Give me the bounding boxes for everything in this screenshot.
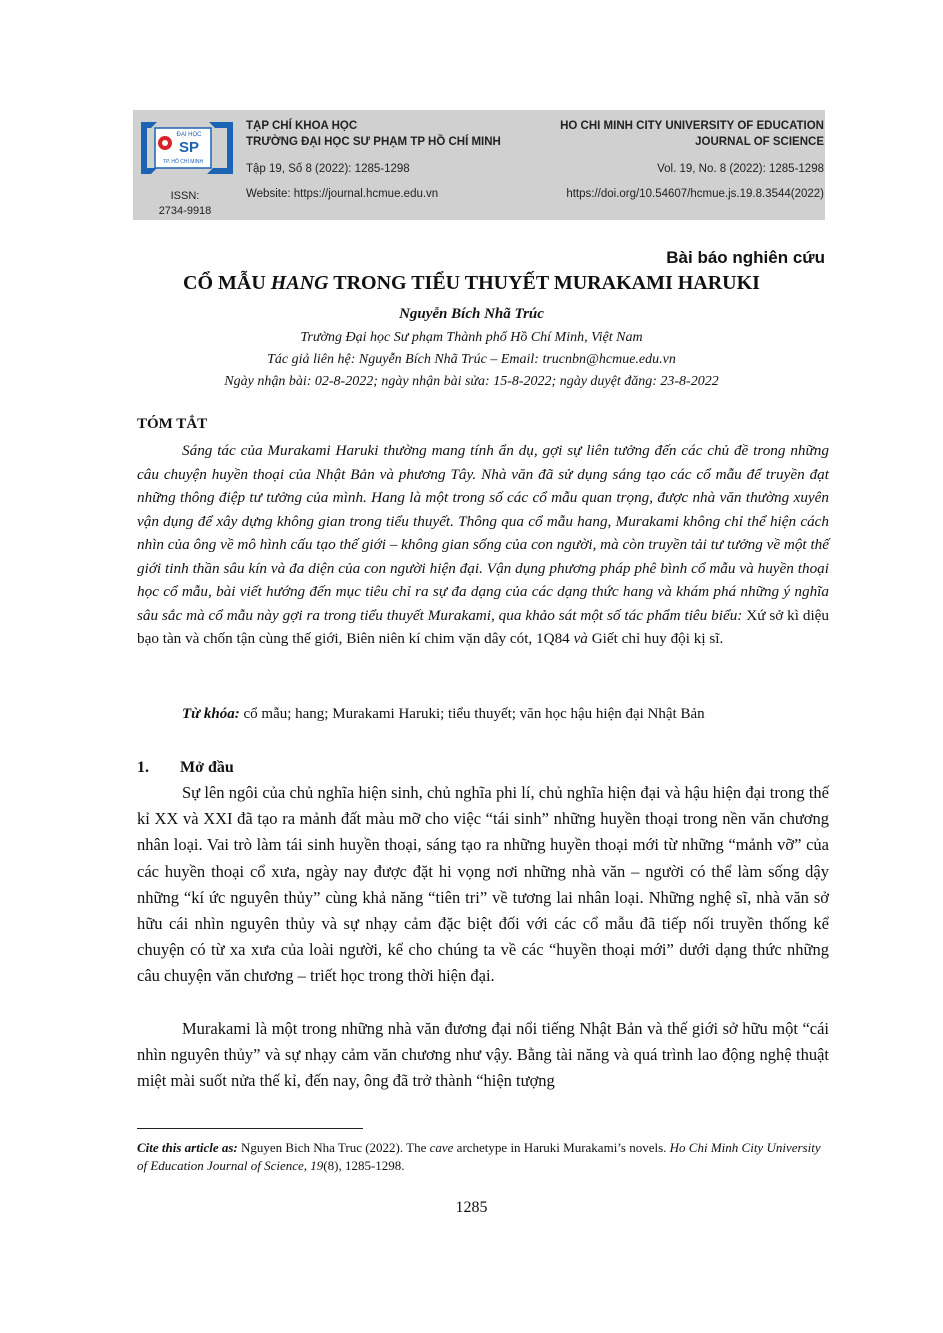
abstract-body xyxy=(137,439,829,651)
article-title xyxy=(0,272,943,295)
website-link[interactable]: Website: https://journal.hcmue.edu.vn xyxy=(246,188,439,200)
article-type: Bài báo nghiên cứu xyxy=(666,248,825,267)
body-paragraph-2: Murakami là một trong những nhà văn đương đại nổi tiếng Nhật Bản và thế giới sở hữu một “cái nhìn nguyên thủy” và sự nhạy cảm văn chương như vậy. Bằng tài năng và quá trình lao động nghệ thuật miệt mài suốt nửa thế kỉ, đến nay, ông đã trở thành “hiện tượng xyxy=(137,1019,829,1091)
abstract-and: và xyxy=(569,630,588,647)
citation-footnote xyxy=(137,1139,829,1175)
abstract-text: Sáng tác của Murakami Haruki thường mang tính ẩn dụ, gợi sự liên tưởng đến các chủ đề trong những câu chuyện huyền thoại của Nhật Bản và phương Tây. Nhà văn đã sử dụng sáng tạo các cổ mẫu để truyền đạt những thông điệp tư tưởng của mình. Hang là một trong số các cổ mẫu quan trọng, được nhà văn thường xuyên vận dụng để xây dựng không gian trong tiểu thuyết. Thông qua cổ mẫu hang, Murakami không chỉ thể hiện cách nhìn của ông về mô hình cấu tạo thế giới – không gian sống của con người, mà còn truyền tải tư tưởng về một thế giới tinh thần sâu kín và đa diện của con người hiện đại. Vận dụng phương pháp phê bình cổ mẫu và huyền thoại học cổ mẫu, bài viết hướng đến mục tiêu chỉ ra sự đa dạng của các dạng thức hang và khám phá những ý nghĩa sâu sắc mà cổ mẫu này gợi ra trong tiểu thuyết Murakami, qua khảo sát một số tác phẩm tiêu biểu: xyxy=(137,442,829,624)
keywords-label: Từ khóa: xyxy=(182,706,240,722)
doi-link[interactable]: https://doi.org/10.54607/hcmue.js.19.8.3544(2022) xyxy=(566,188,824,200)
logo-bottom-text: TP. HỒ CHÍ MINH xyxy=(162,159,204,165)
journal-name-en-line2: JOURNAL OF SCIENCE xyxy=(695,136,824,148)
page-number: 1285 xyxy=(455,1199,488,1216)
issn-label: ISSN: xyxy=(170,190,200,202)
citation-text-2: archetype in Haruki Murakami’s novels. xyxy=(453,1140,670,1155)
volume-en: Vol. 19, No. 8 (2022): 1285-1298 xyxy=(657,163,824,175)
section-title: Mở đầu xyxy=(180,759,234,776)
section-number: 1. xyxy=(137,759,149,776)
corresponding-author: Tác giả liên hệ: Nguyễn Bích Nhã Trúc – Email: trucnbn@hcmue.edu.vn xyxy=(267,352,676,367)
keywords-list: cổ mẫu; hang; Murakami Haruki; tiểu thuyết; văn học hậu hiện đại Nhật Bản xyxy=(239,706,705,722)
citation-text-3: (8), 1285-1298. xyxy=(323,1158,405,1173)
volume-vn: Tập 19, Số 8 (2022): 1285-1298 xyxy=(246,163,410,175)
section-heading xyxy=(137,759,234,777)
title-pre: CỔ MẪU xyxy=(183,272,271,294)
footnote-divider xyxy=(137,1128,363,1129)
journal-name-vn-line1: TẠP CHÍ KHOA HỌC xyxy=(246,120,358,132)
submission-dates: Ngày nhận bài: 02-8-2022; ngày nhận bài sửa: 15-8-2022; ngày duyệt đăng: 23-8-2022 xyxy=(224,374,719,389)
university-logo xyxy=(137,116,237,180)
keywords-line xyxy=(182,706,705,723)
issn-number: 2734-9918 xyxy=(158,205,212,217)
author-name: Nguyễn Bích Nhã Trúc xyxy=(399,306,544,322)
logo-mark-text: SP xyxy=(178,139,200,156)
journal-name-vn-line2: TRƯỜNG ĐẠI HỌC SƯ PHẠM TP HỒ CHÍ MINH xyxy=(246,136,501,148)
abstract-last-work: Giết chỉ huy đội kị sĩ. xyxy=(587,630,724,647)
citation-text-1: Nguyen Bich Nha Truc (2022). The xyxy=(237,1140,430,1155)
journal-name-en-line1: HO CHI MINH CITY UNIVERSITY OF EDUCATION xyxy=(560,120,824,132)
citation-journal: Ho Chi Minh City University of Education Journal of Science, 19 xyxy=(137,1140,821,1173)
affiliation: Trường Đại học Sư phạm Thành phố Hồ Chí Minh, Việt Nam xyxy=(300,330,643,345)
citation-cave: cave xyxy=(429,1140,454,1155)
abstract-heading: TÓM TẮT xyxy=(137,416,208,432)
logo-top-text: ĐẠI HỌC xyxy=(176,132,202,138)
abstract-works: Xứ sở kì diệu bạo tàn và chốn tận cùng thế giới, Biên niên kí chim vặn dây cót, 1Q84 xyxy=(137,606,830,647)
title-italic: HANG xyxy=(270,272,329,294)
title-post: TRONG TIỂU THUYẾT MURAKAMI HARUKI xyxy=(328,272,760,294)
issn-block xyxy=(140,189,230,219)
body-paragraph-1: Sự lên ngôi của chủ nghĩa hiện sinh, chủ nghĩa phi lí, chủ nghĩa hiện đại và hậu hiện đại trong thế kỉ XX và XXI đã tạo ra mảnh đất màu mỡ cho việc “tái sinh” những huyền thoại trong nền văn chương nhân loại. Vai trò làm tái sinh huyền thoại, sáng tạo ra những huyền thoại mới từ những “mảnh vỡ” của các huyền thoại cổ xưa, ngày nay được đặt hi vọng nơi những nhà văn – người có thể làm sống dậy những “kí ức nguyên thủy” cùng khả năng “tiên tri” về tương lai nhân loại. Những nghệ sĩ, nhà văn sở hữu cái nhìn nguyên thủy và sự nhạy cảm đặc biệt đối với các cổ mẫu đã tiếp nối truyền thống kể chuyện có từ xa xưa của loài người, kể cho chúng ta về các “huyền thoại mới” dưới dạng thức những câu chuyện văn chương – triết học trong thời hiện đại. xyxy=(137,783,829,986)
citation-label: Cite this article as: xyxy=(137,1140,238,1155)
